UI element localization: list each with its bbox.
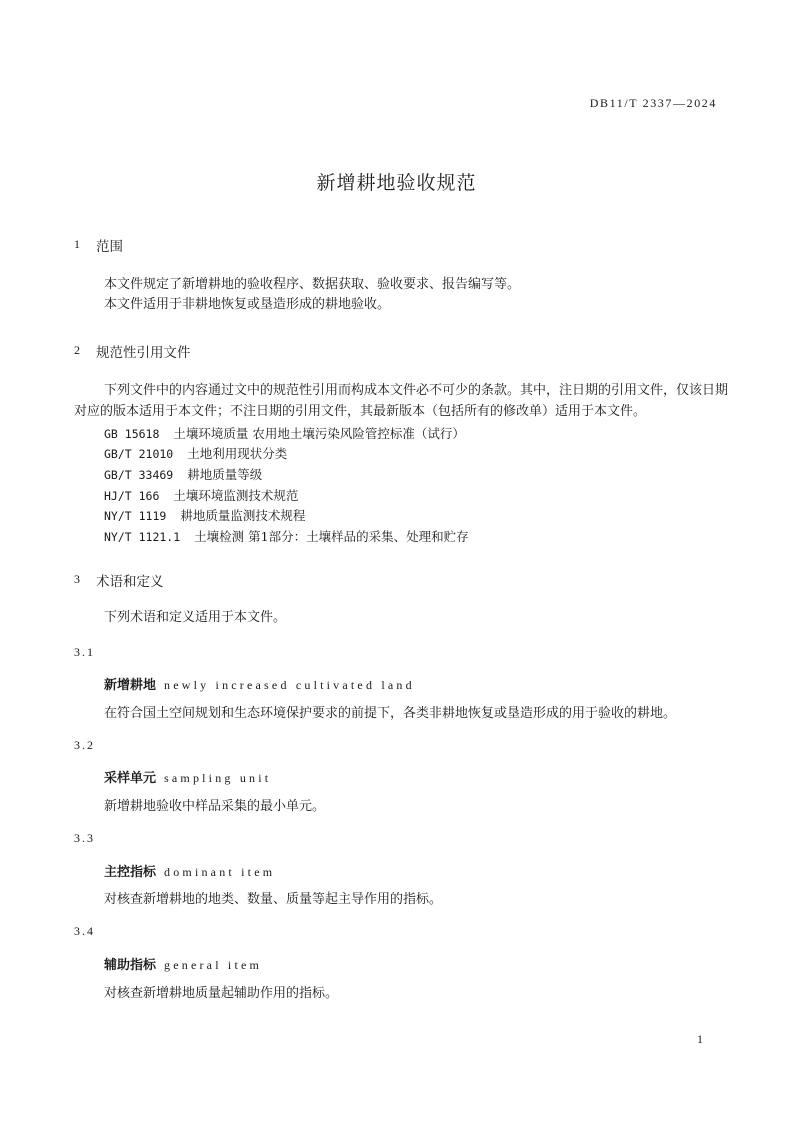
section-1-title: 范围 <box>96 239 123 255</box>
section-2-intro-line-1: 下列文件中的内容通过文中的规范性引用而构成本文件必不可少的条款。其中，注日期的引用文件，仅该日期 <box>104 383 729 398</box>
section-2-number: 2 <box>74 343 80 357</box>
reference-title: 耕地质量监测技术规程 <box>180 508 306 523</box>
reference-title: 耕地质量等级 <box>187 467 263 482</box>
term-chinese: 主控指标 <box>104 865 157 880</box>
reference-code: NY/T 1121.1 <box>104 530 181 544</box>
term-heading <box>104 954 262 973</box>
section-1-number: 1 <box>74 237 80 251</box>
reference-item <box>104 444 287 462</box>
reference-code: GB/T 33469 <box>104 468 174 482</box>
reference-title: 土壤环境质量 农用地土壤污染风险管控标准（试行） <box>173 426 465 441</box>
term-english: sampling unit <box>164 771 272 785</box>
reference-code: HJ/T 166 <box>104 489 160 503</box>
term-heading <box>104 861 275 880</box>
reference-item <box>104 424 465 442</box>
section-1-paragraph: 本文件适用于非耕地恢复或垦造形成的耕地验收。 <box>104 297 391 312</box>
term-english: newly increased cultivated land <box>164 678 415 692</box>
term-definition: 在符合国土空间规划和生态环境保护要求的前提下，各类非耕地恢复或垦造形成的用于验收的耕地。 <box>104 706 677 721</box>
section-3-intro: 下列术语和定义适用于本文件。 <box>104 610 287 625</box>
term-chinese: 新增耕地 <box>104 678 157 693</box>
term-number: 3.2 <box>74 738 95 752</box>
term-heading <box>104 674 415 693</box>
reference-code: NY/T 1119 <box>104 509 167 523</box>
reference-item <box>104 527 469 545</box>
term-english: dominant item <box>164 865 276 879</box>
term-chinese: 采样单元 <box>104 771 157 786</box>
page-number: 1 <box>697 1032 703 1046</box>
reference-title: 土壤环境监测技术规范 <box>173 488 299 503</box>
term-english: general item <box>164 958 263 972</box>
document-title: 新增耕地验收规范 <box>316 172 477 194</box>
term-chinese: 辅助指标 <box>104 958 157 973</box>
reference-item <box>104 506 305 524</box>
section-3-number: 3 <box>74 572 80 586</box>
reference-item <box>104 465 262 483</box>
term-definition: 对核查新增耕地的地类、数量、质量等起主导作用的指标。 <box>104 892 443 907</box>
term-number: 3.1 <box>74 645 95 659</box>
reference-code: GB/T 21010 <box>104 447 174 461</box>
term-number: 3.4 <box>74 924 95 938</box>
section-1-paragraph: 本文件规定了新增耕地的验收程序、数据获取、验收要求、报告编写等。 <box>104 277 521 292</box>
reference-title: 土壤检测 第1部分：土壤样品的采集、处理和贮存 <box>194 529 469 544</box>
reference-item <box>104 486 298 504</box>
reference-code: GB 15618 <box>104 427 160 441</box>
section-3-title: 术语和定义 <box>96 574 164 590</box>
term-definition: 对核查新增耕地质量起辅助作用的指标。 <box>104 986 339 1001</box>
term-definition: 新增耕地验收中样品采集的最小单元。 <box>104 799 326 814</box>
section-2-intro-line-2: 对应的版本适用于本文件；不注日期的引用文件，其最新版本（包括所有的修改单）适用于本文件。 <box>74 404 647 419</box>
section-2-title: 规范性引用文件 <box>96 345 191 361</box>
term-number: 3.3 <box>74 831 95 845</box>
document-code: DB11/T 2337—2024 <box>589 96 717 110</box>
reference-title: 土地利用现状分类 <box>187 446 288 461</box>
term-heading <box>104 767 271 786</box>
